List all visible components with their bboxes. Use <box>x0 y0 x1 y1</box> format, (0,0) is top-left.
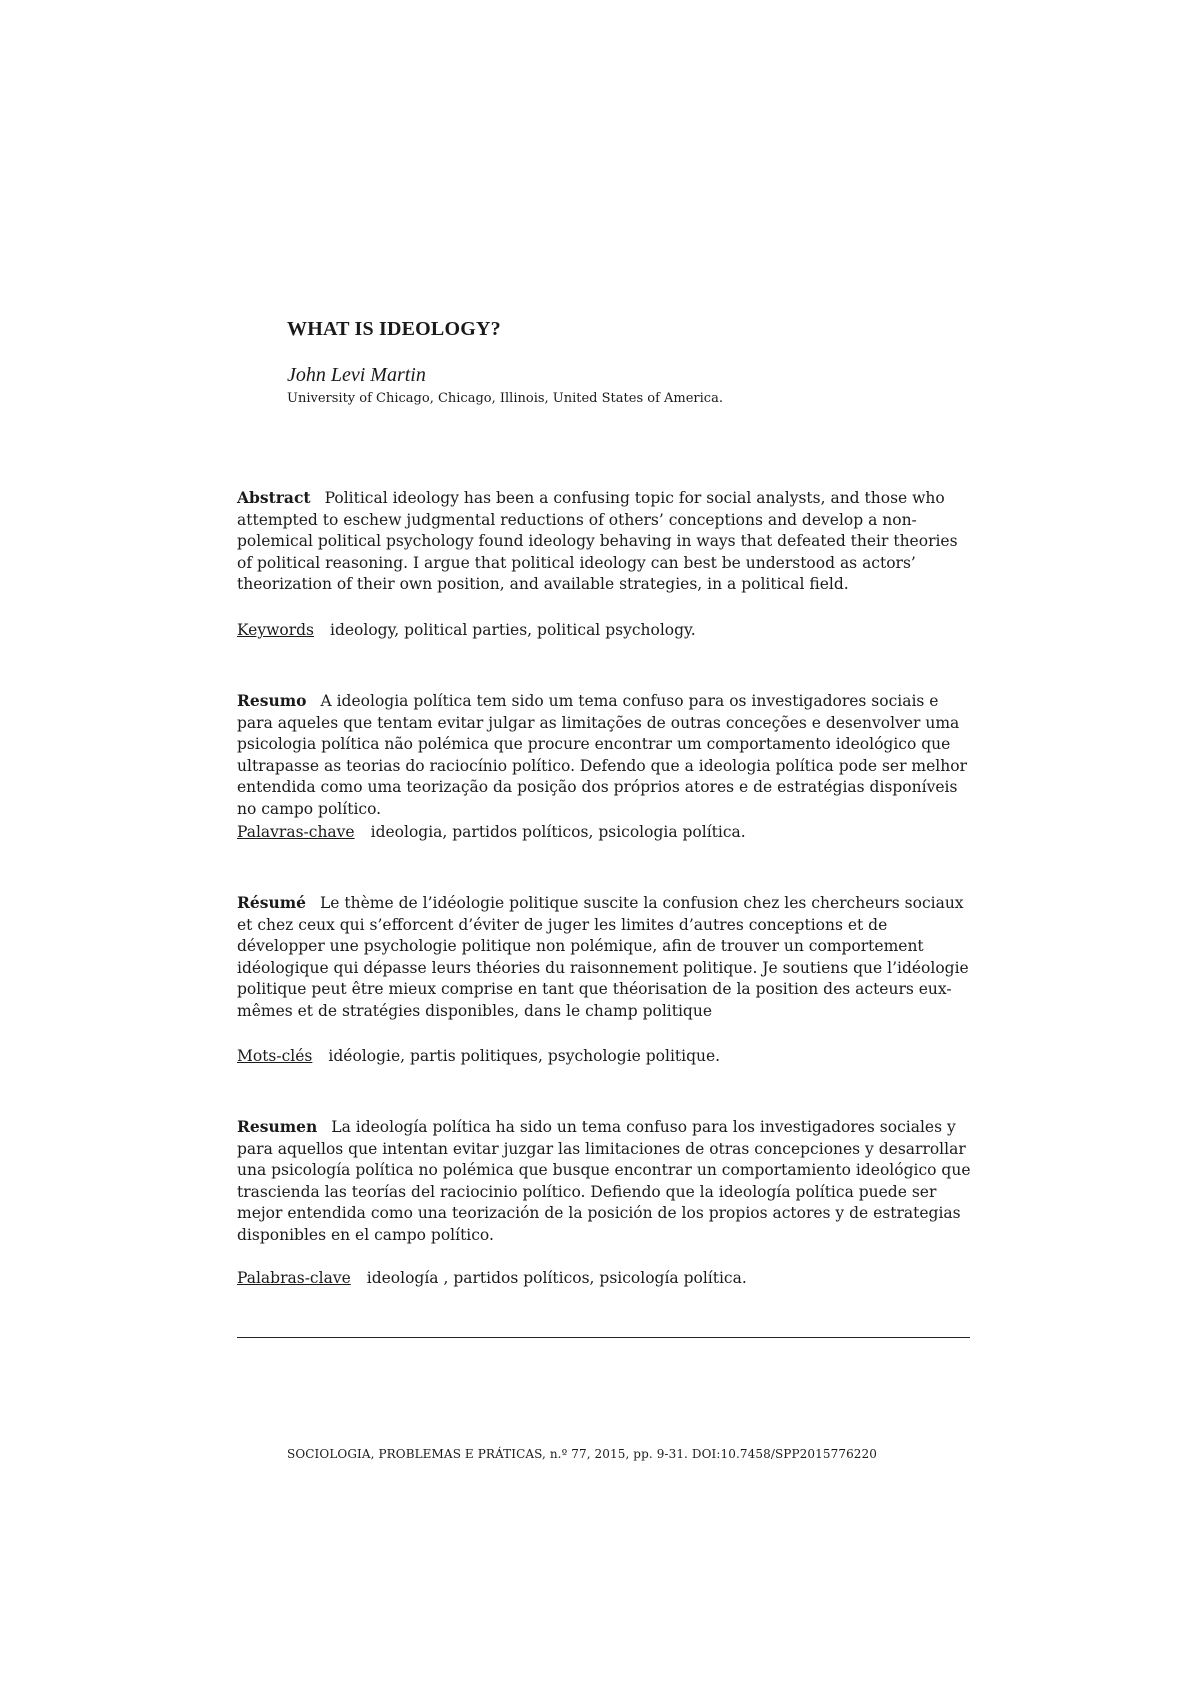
keywords-label: Palabras-clave <box>237 1269 351 1287</box>
keywords-spanish <box>237 1268 747 1290</box>
keywords-label: Keywords <box>237 621 314 639</box>
abstract-spanish <box>237 1116 977 1246</box>
keywords-text: idéologie, partis politiques, psychologie politique. <box>328 1047 721 1065</box>
horizontal-rule <box>237 1337 970 1338</box>
abstract-text: Le thème de l’idéologie politique suscite la confusion chez les chercheurs sociaux et chez ceux qui s’efforcent d’éviter de juger les limites d’autres conceptions et de développer une psychologie politique non polémique, afin de trouver un comportement idéologique qui dépasse leurs théories du raisonnement politique. Je soutiens que l’idéologie politique peut être mieux comprise en tant que théorisation de la position des acteurs eux-mêmes et de stratégies disponibles, dans le champ politique <box>237 894 969 1020</box>
abstract-french <box>237 892 977 1022</box>
abstract-label: Résumé <box>237 893 307 912</box>
abstract-label: Resumo <box>237 691 307 710</box>
keywords-label: Mots-clés <box>237 1047 313 1065</box>
abstract-label: Abstract <box>237 488 311 507</box>
keywords-text: ideologia, partidos políticos, psicologia política. <box>370 823 746 841</box>
abstract-text: Political ideology has been a confusing topic for social analysts, and those who attempted to eschew judgmental reductions of others’ conceptions and develop a non-polemical political psychology found ideology behaving in ways that defeated their theories of political reasoning. I argue that political ideology can best be understood as actors’ theorization of their own position, and available strategies, in a political field. <box>237 489 958 593</box>
abstract-portuguese <box>237 690 977 820</box>
journal-footer: SOCIOLOGIA, PROBLEMAS E PRÁTICAS, n.º 77, 2015, pp. 9-31. DOI:10.7458/SPP2015776220 <box>287 1447 878 1461</box>
abstract-text: A ideologia política tem sido um tema confuso para os investigadores sociais e para aqueles que tentam evitar julgar as limitações de outras conceções e desenvolver uma psicologia política não polémica que procure encontrar um comportamento ideológico que ultrapasse as teorias do raciocínio político. Defendo que a ideologia política pode ser melhor entendida como uma teorização da posição dos próprios atores e de estratégias disponíveis no campo político. <box>237 692 967 818</box>
keywords-text: ideology, political parties, political psychology. <box>329 621 696 639</box>
author-affiliation: University of Chicago, Chicago, Illinois, United States of America. <box>287 391 723 406</box>
keywords-portuguese <box>237 822 746 844</box>
author-name: John Levi Martin <box>287 364 426 386</box>
article-title: WHAT IS IDEOLOGY? <box>287 318 501 340</box>
keywords-text: ideología , partidos políticos, psicología política. <box>366 1269 747 1287</box>
abstract-label: Resumen <box>237 1117 318 1136</box>
abstract-english <box>237 487 977 596</box>
keywords-label: Palavras-chave <box>237 823 355 841</box>
keywords-french <box>237 1046 720 1068</box>
abstract-text: La ideología política ha sido un tema confuso para los investigadores sociales y para aquellos que intentan evitar juzgar las limitaciones de otras concepciones y desarrollar una psicología política no polémica que busque encontrar un comportamiento ideológico que trascienda las teorías del raciocinio político. Defiendo que la ideología política puede ser mejor entendida como una teorización de la posición de los propios actores y de estrategias disponibles en el campo político. <box>237 1118 971 1244</box>
keywords-english <box>237 620 696 642</box>
